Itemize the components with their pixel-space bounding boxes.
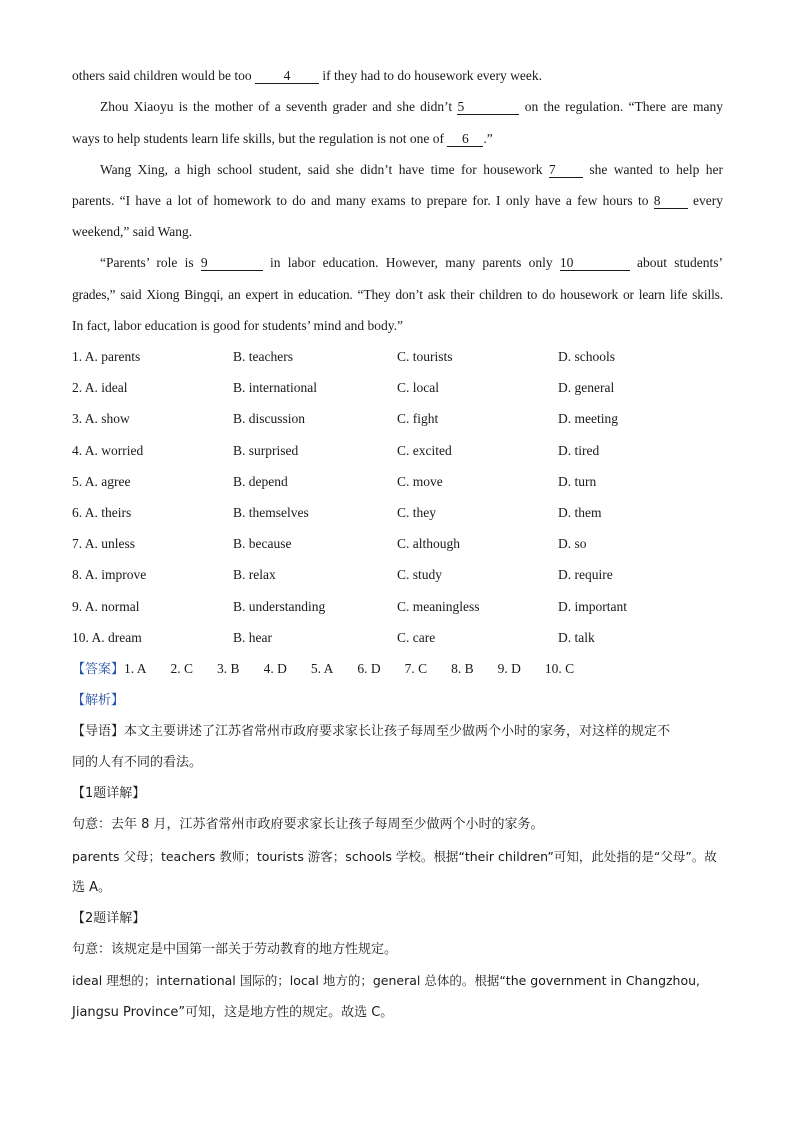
option-c: C. although <box>397 536 460 551</box>
q2-text: ideal 理想的；international 国际的；local 地方的；general 总体的。根据“the government in Changzhou, <box>72 973 701 988</box>
blank-5: 5 <box>457 100 519 115</box>
option-c: C. they <box>397 505 436 520</box>
option-d: D. talk <box>558 630 595 645</box>
option-d: D. them <box>558 505 602 520</box>
passage-text: about students’ <box>629 255 723 270</box>
passage-text: others said children would be too <box>72 68 255 83</box>
answer-item: 6. D <box>357 661 381 676</box>
blank-7: 7 <box>549 163 583 178</box>
passage-text: if they had to do housework every week. <box>318 68 543 83</box>
passage-line <box>72 68 723 84</box>
q2-line <box>72 973 723 989</box>
option-c: C. meaningless <box>397 599 480 614</box>
q2-line <box>72 1005 723 1021</box>
option-a: 9. A. normal <box>72 599 140 614</box>
passage-text: parents. “I have a lot of homework to do and many exams to prepare for. I only have a few hours to <box>72 193 654 208</box>
passage-text: every <box>687 193 723 208</box>
passage-text: “Parents’ role is <box>100 255 201 270</box>
option-row <box>72 474 723 490</box>
passage-text: in labor education. However, many parents only <box>262 255 560 270</box>
option-d: D. meeting <box>558 411 618 426</box>
option-a: 6. A. theirs <box>72 505 132 520</box>
option-b: B. depend <box>233 474 288 489</box>
answer-item: 2. C <box>170 661 194 676</box>
q2-label: 【2题详解】 <box>72 911 146 926</box>
answer-item: 7. C <box>404 661 428 676</box>
passage-text: .” <box>483 131 493 146</box>
passage-text: she wanted to help her <box>582 162 724 177</box>
option-b: B. discussion <box>233 411 306 426</box>
passage-text: Zhou Xiaoyu is the mother of a seventh grader and she didn’t <box>100 99 458 114</box>
option-c: C. local <box>397 380 439 395</box>
option-a: 5. A. agree <box>72 474 131 489</box>
q2-text: Jiangsu Province”可知，这是地方性的规定。故选 C。 <box>72 1005 394 1020</box>
option-d: D. schools <box>558 349 615 364</box>
option-d: D. important <box>558 599 627 614</box>
passage-line <box>72 318 723 334</box>
option-a: 4. A. worried <box>72 443 144 458</box>
option-a: 10. A. dream <box>72 630 142 645</box>
option-c: C. care <box>397 630 436 645</box>
passage-text: grades,” said Xiong Bingqi, an expert in education. “They don’t ask their children to do housework or learn life skills. <box>72 287 723 302</box>
option-row <box>72 411 723 427</box>
option-row <box>72 567 723 583</box>
option-row <box>72 380 723 396</box>
option-b: B. relax <box>233 567 276 582</box>
option-row <box>72 349 723 365</box>
passage-text: Wang Xing, a high school student, said she didn’t have time for housework <box>100 162 549 177</box>
option-row <box>72 599 723 615</box>
blank-4: 4 <box>255 69 319 84</box>
option-d: D. tired <box>558 443 600 458</box>
passage-line <box>72 224 723 240</box>
answer-label: 【答案】 <box>72 662 125 677</box>
q2-line <box>72 942 723 958</box>
q2-heading <box>72 911 723 927</box>
answer-item: 4. D <box>263 661 287 676</box>
option-b: B. because <box>233 536 292 551</box>
option-d: D. require <box>558 567 613 582</box>
option-a: 1. A. parents <box>72 349 141 364</box>
q1-text: parents 父母；teachers 教师；tourists 游客；schools 学校。根据“their children”可知，此处指的是“父母”。故 <box>72 849 717 864</box>
passage-line <box>100 162 723 178</box>
q1-label: 【1题详解】 <box>72 786 146 801</box>
option-b: B. hear <box>233 630 272 645</box>
option-a: 2. A. ideal <box>72 380 128 395</box>
q1-line <box>72 880 723 896</box>
passage-line <box>100 99 723 115</box>
guide-text: 本文主要讲述了江苏省常州市政府要求家长让孩子每周至少做两个小时的家务，对这样的规定不 <box>124 724 671 739</box>
q1-text: 句意：去年 8 月，江苏省常州市政府要求家长让孩子每周至少做两个小时的家务。 <box>72 817 544 832</box>
passage-text: ways to help students learn life skills, but the regulation is not one of <box>72 131 448 146</box>
option-c: C. study <box>397 567 443 582</box>
blank-9: 9 <box>201 256 263 271</box>
option-c: C. fight <box>397 411 439 426</box>
option-row <box>72 536 723 552</box>
q2-text: 句意：该规定是中国第一部关于劳动教育的地方性规定。 <box>72 942 398 957</box>
answer-item: 9. D <box>497 661 521 676</box>
option-row <box>72 443 723 459</box>
guide-line <box>72 724 723 740</box>
passage-line <box>72 287 723 303</box>
option-c: C. excited <box>397 443 452 458</box>
blank-6: 6 <box>447 132 483 147</box>
passage-text: on the regulation. “There are many <box>519 99 723 114</box>
passage-line <box>72 193 723 209</box>
answer-item: 5. A <box>310 661 334 676</box>
option-row <box>72 630 723 646</box>
option-c: C. move <box>397 474 443 489</box>
answer-item: 8. B <box>451 661 474 676</box>
answer-item: 3. B <box>217 661 240 676</box>
passage-text: weekend,” said Wang. <box>72 224 193 239</box>
answer-key <box>72 661 723 678</box>
q1-line <box>72 849 723 865</box>
guide-label: 【导语】 <box>72 724 125 739</box>
q1-text: 选 A。 <box>72 880 112 895</box>
guide-line <box>72 755 723 771</box>
option-d: D. general <box>558 380 615 395</box>
q1-line <box>72 817 723 833</box>
option-b: B. surprised <box>233 443 299 458</box>
option-b: B. teachers <box>233 349 293 364</box>
option-b: B. themselves <box>233 505 309 520</box>
option-b: B. international <box>233 380 317 395</box>
answer-item: 10. C <box>544 661 575 676</box>
answer-item: 1. A <box>124 661 147 676</box>
analysis-heading <box>72 692 723 709</box>
analysis-label: 【解析】 <box>72 693 125 708</box>
option-d: D. turn <box>558 474 597 489</box>
passage-line <box>100 255 723 271</box>
option-d: D. so <box>558 536 587 551</box>
option-b: B. understanding <box>233 599 326 614</box>
option-a: 7. A. unless <box>72 536 136 551</box>
q1-heading <box>72 786 723 802</box>
option-row <box>72 505 723 521</box>
blank-8: 8 <box>654 194 688 209</box>
option-a: 3. A. show <box>72 411 130 426</box>
passage-line <box>72 131 723 147</box>
passage-text: In fact, labor education is good for students’ mind and body.” <box>72 318 404 333</box>
guide-text: 同的人有不同的看法。 <box>72 755 203 770</box>
blank-10: 10 <box>560 256 630 271</box>
option-a: 8. A. improve <box>72 567 147 582</box>
option-c: C. tourists <box>397 349 453 364</box>
